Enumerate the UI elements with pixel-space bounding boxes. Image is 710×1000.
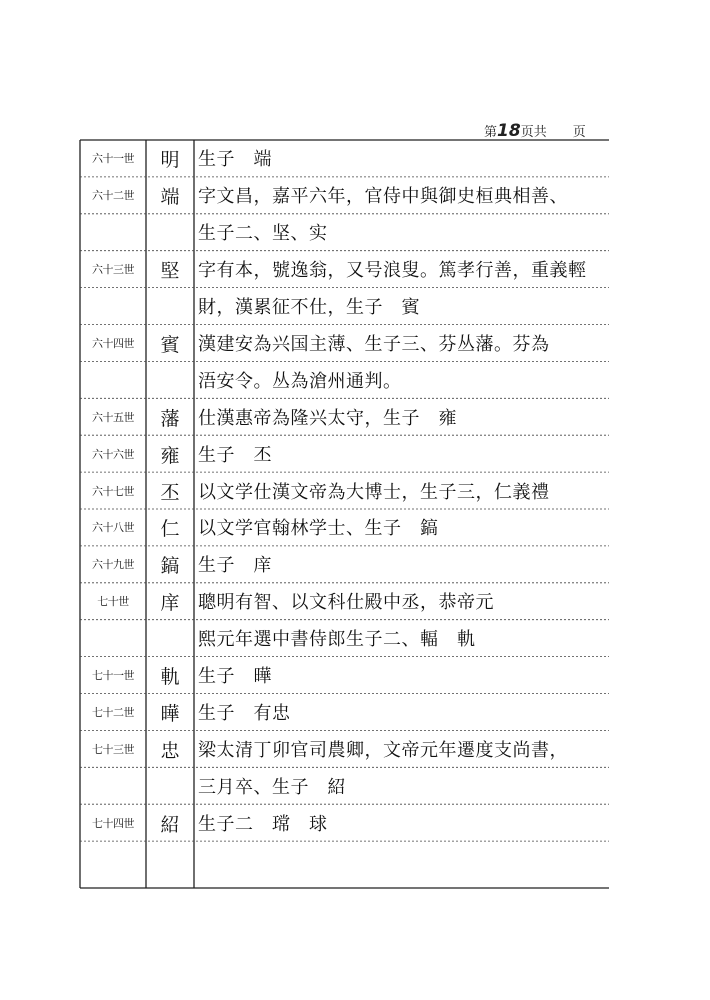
entry-text-line: 以文学官翰林学士、生子 鎬 <box>198 518 439 540</box>
person-name: 丕 <box>160 481 180 504</box>
genealogy-entry <box>80 583 609 657</box>
entry-text-line: 仕漢惠帝為隆兴太守，生子 雍 <box>198 407 457 429</box>
entry-text-line: 生子 端 <box>198 149 272 171</box>
genealogy-entry <box>80 509 609 546</box>
entry-text-line: 生子 曄 <box>198 666 272 688</box>
generation-label: 六十九世 <box>92 558 134 572</box>
entry-text-line: 生子二、坚、实 <box>198 223 328 245</box>
person-name: 明 <box>160 149 180 172</box>
person-name: 紹 <box>160 813 180 836</box>
person-name: 藩 <box>160 407 180 430</box>
entry-text-line: 以文学仕漢文帝為大博士，生子三，仁義禮 <box>198 481 550 503</box>
person-name: 鎬 <box>160 555 180 578</box>
genealogy-entry <box>80 804 609 841</box>
genealogy-entry <box>80 140 609 177</box>
generation-label: 六十二世 <box>92 189 134 203</box>
genealogy-entry <box>80 657 609 694</box>
generation-label: 六十一世 <box>92 152 134 166</box>
genealogy-entry <box>80 435 609 472</box>
entry-text-line: 生子 有忠 <box>198 702 291 724</box>
generation-label: 六十六世 <box>92 447 134 461</box>
generation-label: 七十世 <box>97 595 129 609</box>
generation-label: 七十一世 <box>92 669 134 683</box>
person-name: 忠 <box>160 739 180 762</box>
generation-label: 七十三世 <box>92 742 134 756</box>
genealogy-entry <box>80 177 609 251</box>
genealogy-entry <box>80 730 609 804</box>
entry-text-line: 聰明有智、以文科仕殿中丞，恭帝元 <box>198 592 494 614</box>
entry-text-line: 生子 丕 <box>198 444 272 466</box>
genealogy-entry <box>80 472 609 509</box>
entry-text-line: 字有本，號逸翁，又号浪叟。篤孝行善，重義輕 <box>198 260 587 282</box>
entry-text-line: 三月卒、生子 紹 <box>198 776 346 798</box>
entry-text-line: 生子 庠 <box>198 555 272 577</box>
generation-label: 六十八世 <box>92 521 134 535</box>
genealogy-entry <box>80 546 609 583</box>
person-name: 堅 <box>160 260 180 283</box>
genealogy-entry <box>80 325 609 399</box>
person-name: 雍 <box>160 444 180 467</box>
generation-label: 七十四世 <box>92 816 134 830</box>
entry-text-line: 字文昌，嘉平六年，官侍中與御史桓典相善、 <box>198 186 568 208</box>
page-number: 第18页共 页 <box>484 121 586 141</box>
person-name: 軌 <box>160 666 180 689</box>
entry-text-line: 浯安令。丛為滄州通判。 <box>198 370 402 392</box>
person-name: 賓 <box>160 333 180 356</box>
person-name: 仁 <box>160 518 180 541</box>
genealogy-entry <box>80 398 609 435</box>
generation-label: 六十七世 <box>92 484 134 498</box>
generation-label: 六十三世 <box>92 263 134 277</box>
entry-text-line: 漢建安為兴国主薄、生子三、芬丛藩。芬為 <box>198 333 550 355</box>
genealogy-entry <box>80 251 609 325</box>
entry-text-line: 熙元年選中書侍郎生子二、輻 軌 <box>198 629 476 651</box>
genealogy-entry <box>80 694 609 731</box>
entry-text-line: 梁太清丁卯官司農卿，文帝元年遷度支尚書， <box>198 739 568 761</box>
person-name: 曄 <box>160 702 180 725</box>
person-name: 庠 <box>160 592 180 615</box>
entry-text-line: 財，漢累征不仕，生子 賓 <box>198 297 420 319</box>
entry-text-line: 生子二 瑺 球 <box>198 813 328 835</box>
generation-label: 七十二世 <box>92 705 134 719</box>
generation-label: 六十五世 <box>92 410 134 424</box>
person-name: 端 <box>160 186 180 209</box>
generation-label: 六十四世 <box>92 336 134 350</box>
